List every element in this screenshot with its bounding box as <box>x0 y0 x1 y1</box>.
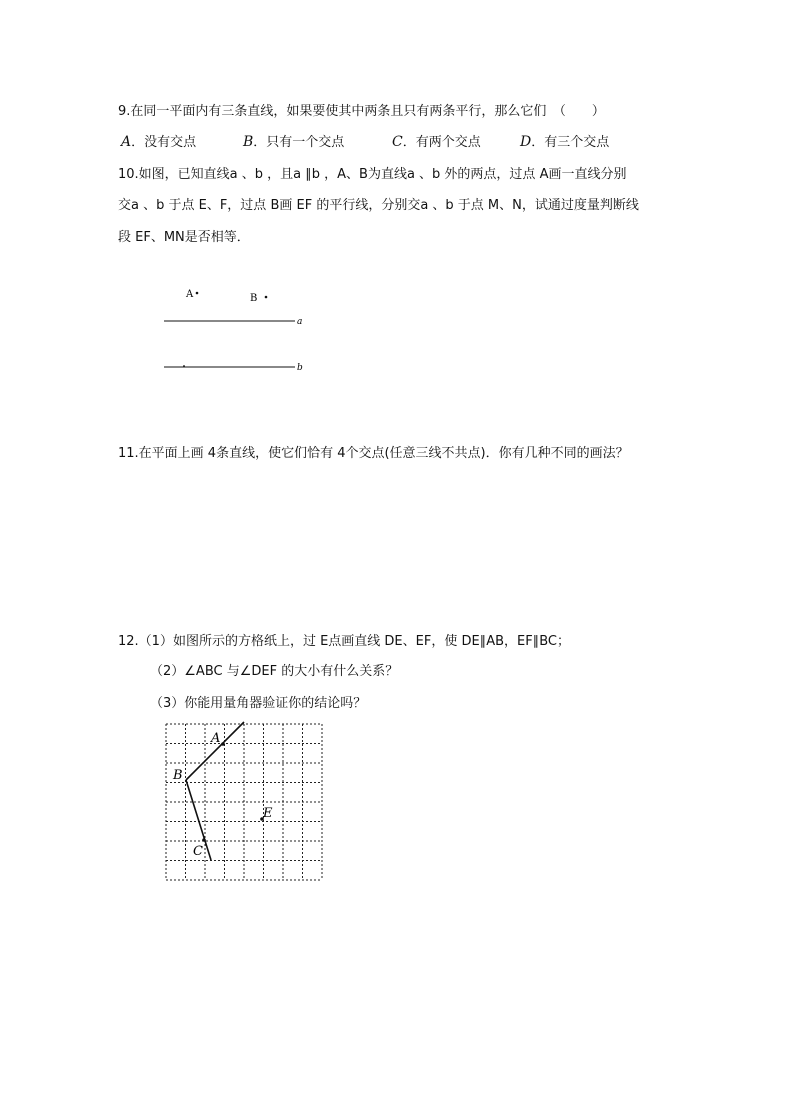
q12-part-3: （3）你能用量角器验证你的结论吗？ <box>150 696 367 711</box>
q9-option-c-text: ．有两个交点 <box>402 135 481 150</box>
q9-option-b-letter: B <box>243 134 254 150</box>
q10-line-b-label: b <box>297 363 303 373</box>
q10-point-b-dot <box>265 296 268 299</box>
q9-option-d <box>520 133 609 152</box>
q12-part-1: 12.（1）如图所示的方格纸上，过 E点画直线 DE、EF，使 DE∥AB，EF∥BC； <box>118 634 570 649</box>
q10-point-a-label: A <box>186 289 194 300</box>
q12-grid-figure <box>158 716 328 886</box>
q10-line-2: 交a 、b 于点 E、F，过点 B画 EF 的平行线，分别交a 、b 于点 M、N，试通过度量判断线 <box>118 198 639 213</box>
q12-label-c: C <box>193 844 203 859</box>
q12-label-e: E <box>263 806 273 821</box>
q10-point-a-dot <box>196 292 199 295</box>
q9-option-c-letter: C <box>392 134 403 150</box>
q9-option-d-letter: D <box>520 134 532 150</box>
q9-option-a-letter: A <box>121 134 132 150</box>
q9-stem: 9.在同一平面内有三条直线，如果要使其中两条且只有两条平行，那么它们 （ ） <box>118 104 605 119</box>
q9-option-b-text: ．只有一个交点 <box>253 135 345 150</box>
q10-figure <box>150 280 330 390</box>
q9-option-c <box>392 133 481 152</box>
q10-line-a-label: a <box>297 317 303 327</box>
q9-option-b <box>243 133 344 152</box>
q12-label-b: B <box>173 768 183 783</box>
q10-line-3: 段 EF、MN是否相等． <box>118 230 250 245</box>
q9-option-d-text: ．有三个交点 <box>531 135 610 150</box>
q12-label-a: A <box>211 731 221 746</box>
q10-point-b-label: B <box>250 293 258 304</box>
q12-point-a-dot <box>221 742 225 746</box>
q10-line-b-mark <box>183 365 185 367</box>
q12-grid <box>166 724 322 880</box>
q11-text: 11.在平面上画 4条直线，使它们恰有 4个交点(任意三线不共点)．你有几种不同的画法？ <box>118 446 629 461</box>
q9-option-a-text: ．没有交点 <box>131 135 197 150</box>
q12-part-2: （2）∠ABC 与∠DEF 的大小有什么关系？ <box>150 664 399 679</box>
q9-option-a <box>121 133 196 152</box>
q10-line-1: 10.如图，已知直线a 、b ，且a ∥b ，A、B为直线a 、b 外的两点，过点 A画一直线分别 <box>118 167 627 182</box>
q12-point-c-dot <box>202 838 206 842</box>
